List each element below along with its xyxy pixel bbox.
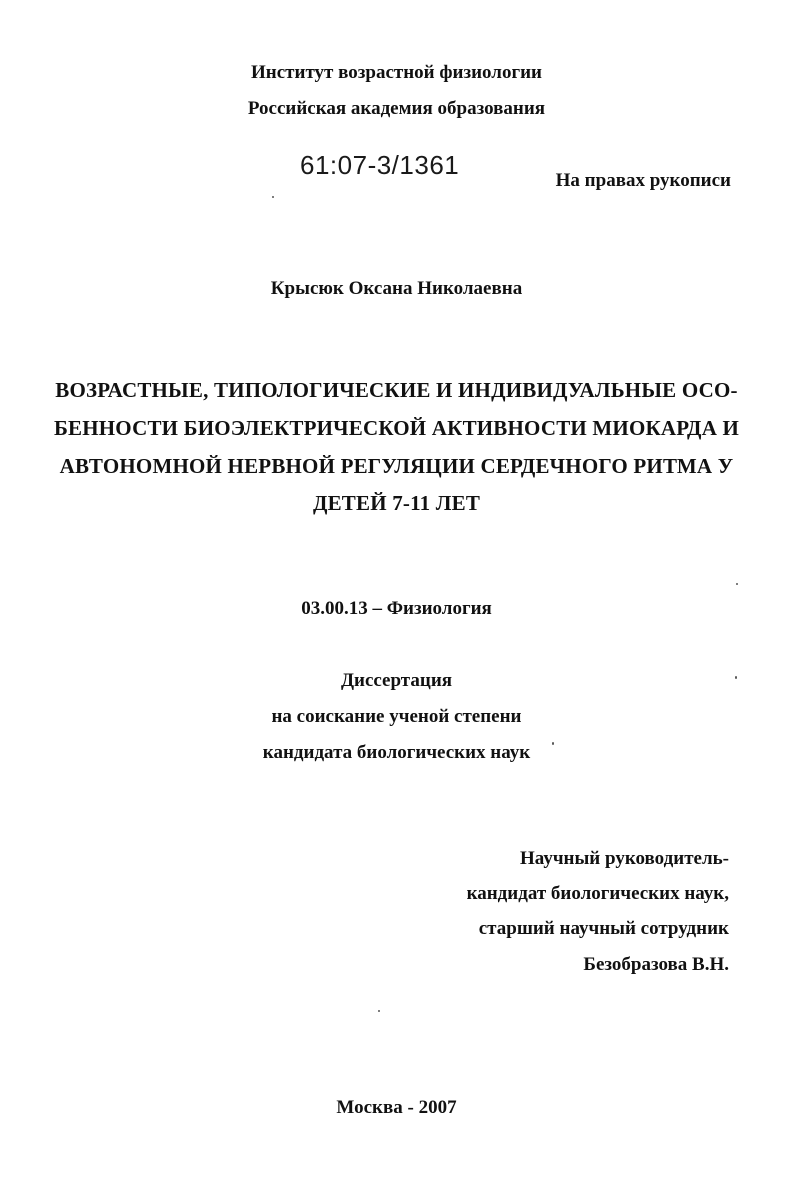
author-name: Крысюк Оксана Николаевна — [270, 278, 523, 299]
degree-purpose: на соискание ученой степени — [271, 706, 522, 727]
scan-speck — [378, 1010, 380, 1012]
scan-speck — [735, 676, 737, 679]
degree-name: кандидата биологических наук — [262, 742, 531, 763]
title-line: ДЕТЕЙ 7-11 ЛЕТ — [312, 491, 481, 515]
specialty-code: 03.00.13 – Физиология — [301, 598, 492, 619]
supervisor-position: старший научный сотрудник — [478, 918, 729, 939]
scan-speck — [272, 196, 274, 198]
dissertation-type: Диссертация — [340, 670, 453, 691]
title-line: БЕННОСТИ БИОЭЛЕКТРИЧЕСКОЙ АКТИВНОСТИ МИОКАРДА И — [53, 416, 740, 440]
title-line: АВТОНОМНОЙ НЕРВНОЙ РЕГУЛЯЦИИ СЕРДЕЧНОГО РИТМА У — [59, 454, 734, 478]
supervisor-degree: кандидат биологических наук, — [466, 883, 729, 904]
catalog-code: 61:07-3/1361 — [300, 150, 460, 180]
scan-speck — [552, 742, 554, 745]
academy-name: Российская академия образования — [247, 98, 546, 119]
scan-speck — [736, 583, 738, 585]
supervisor-name: Безобразова В.Н. — [583, 954, 729, 975]
rights-note: На правах рукописи — [555, 170, 731, 191]
title-line: ВОЗРАСТНЫЕ, ТИПОЛОГИЧЕСКИЕ И ИНДИВИДУАЛЬНЫЕ ОСО- — [55, 378, 738, 402]
supervisor-role: Научный руководитель- — [520, 848, 729, 869]
place-and-year: Москва - 2007 — [336, 1097, 457, 1118]
institute-name: Институт возрастной физиологии — [251, 62, 542, 83]
